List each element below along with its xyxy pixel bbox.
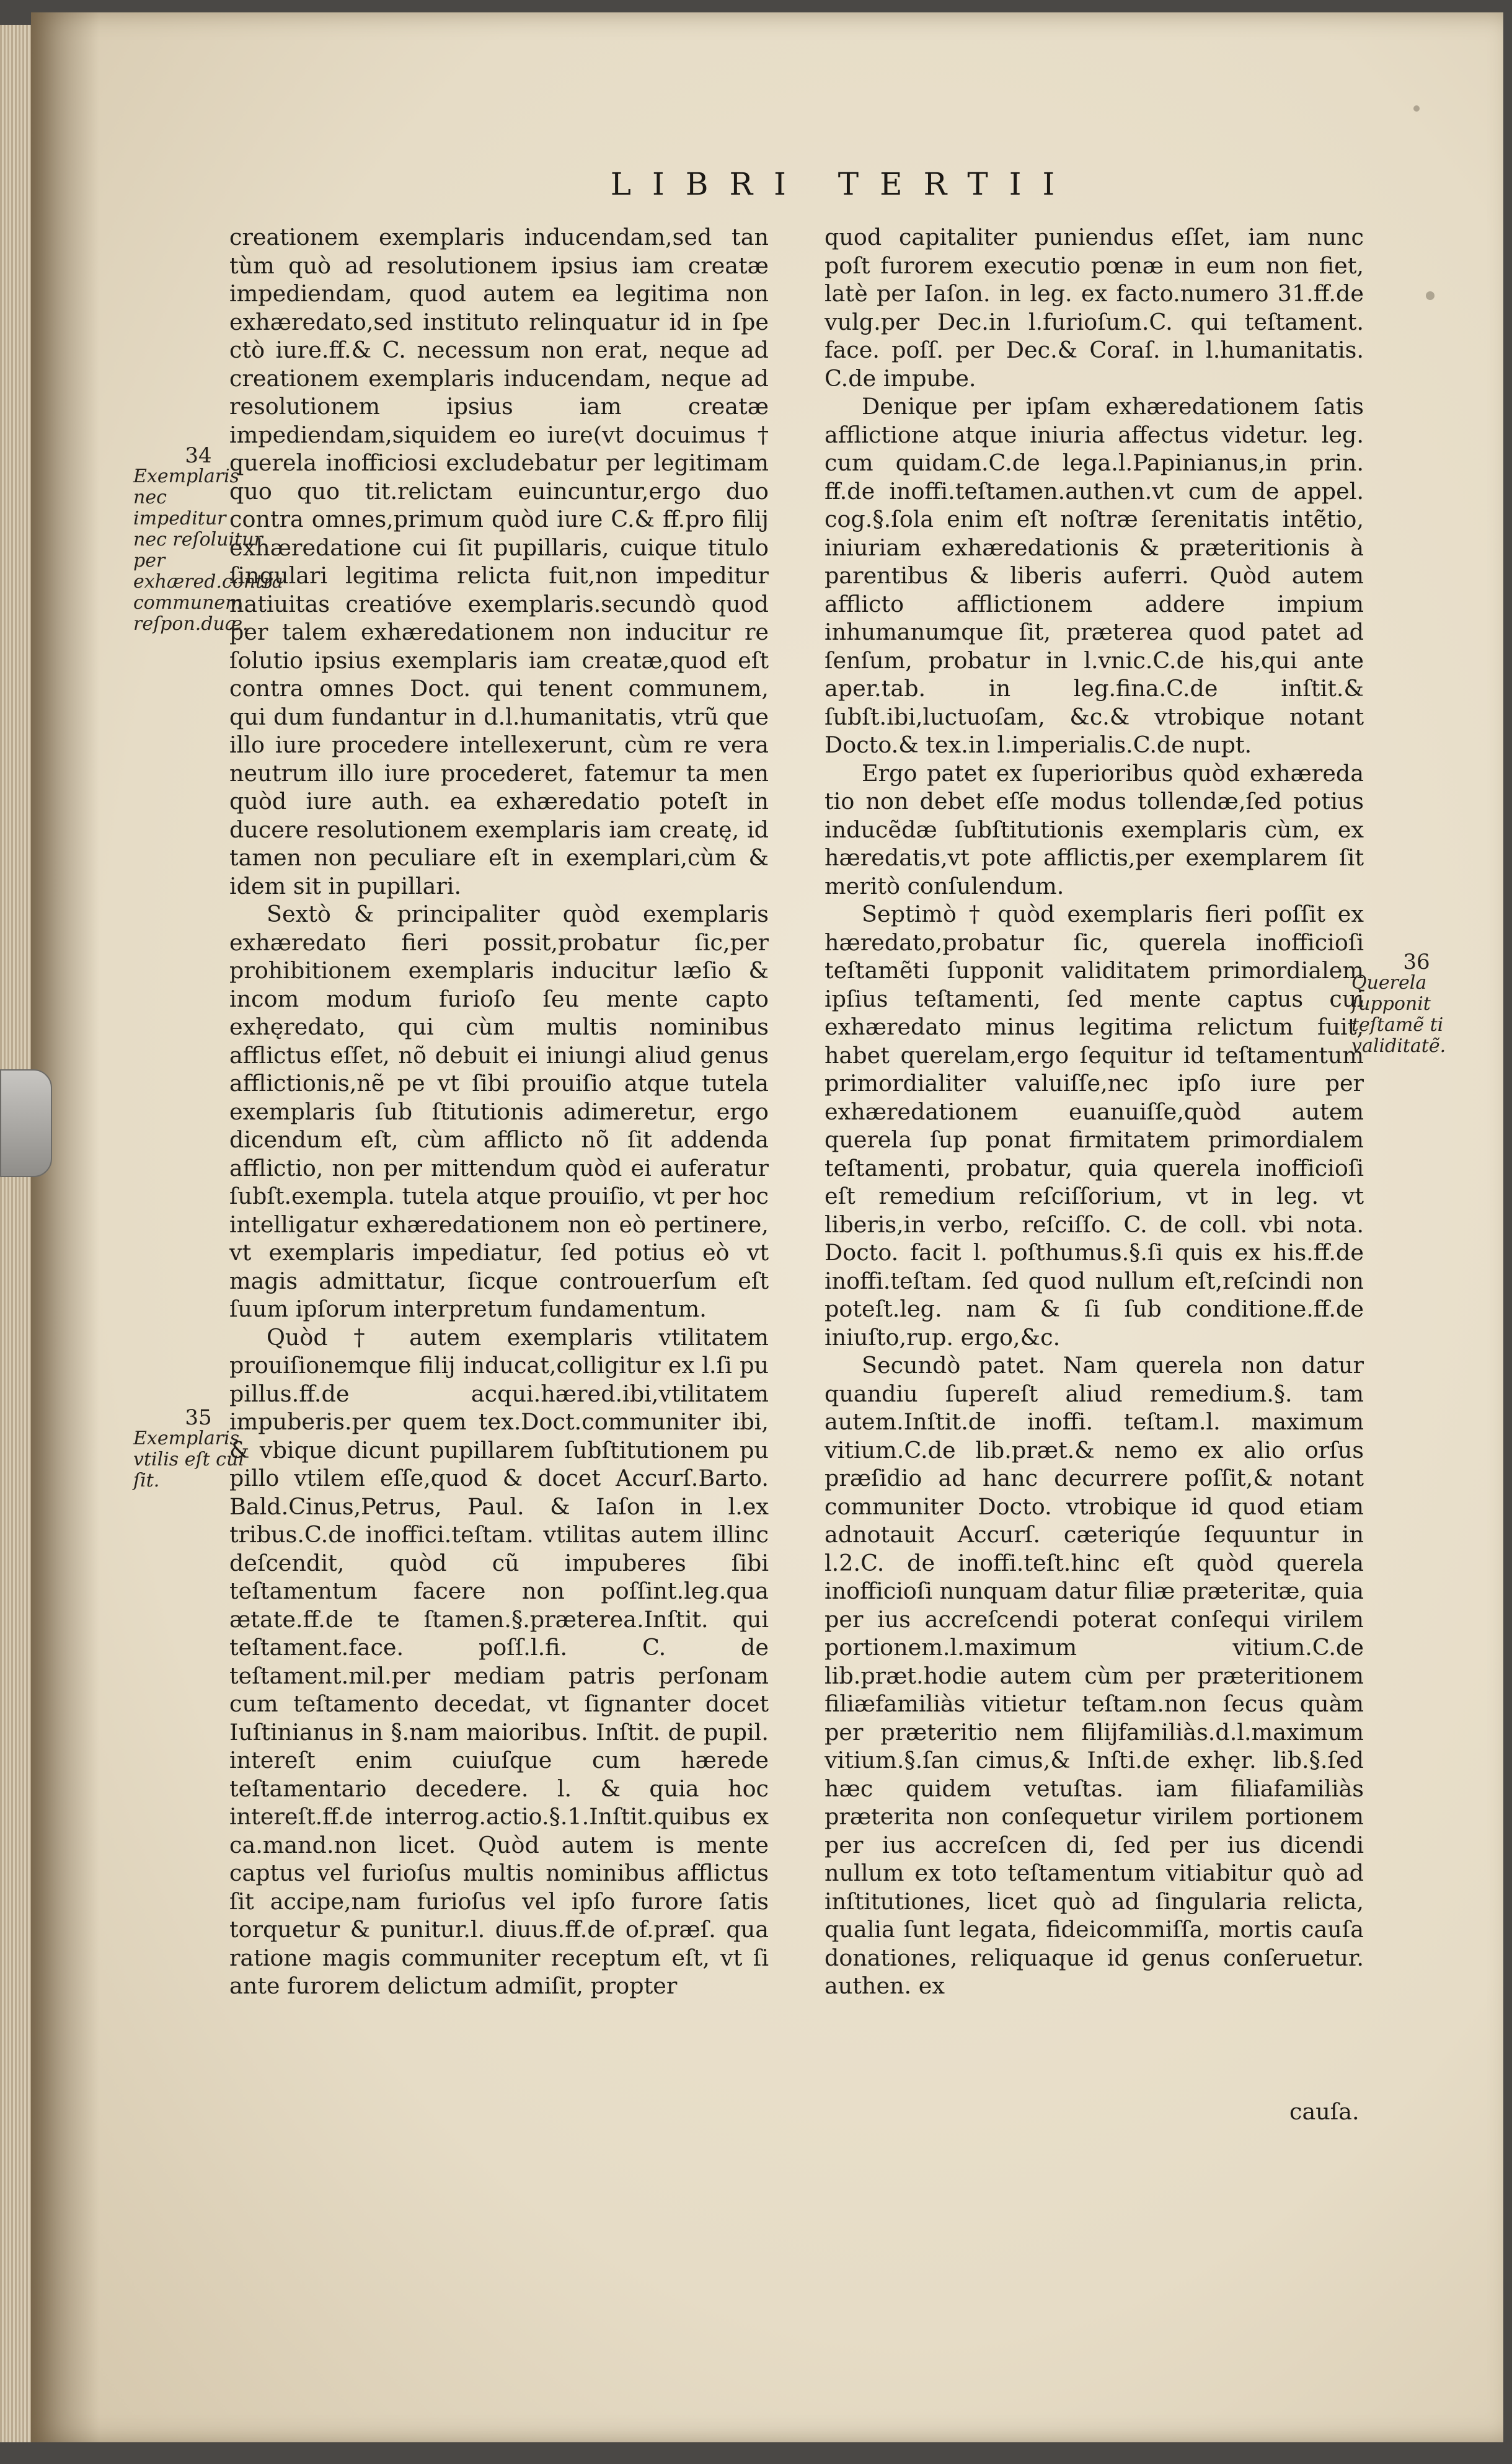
paragraph: quod capitaliter puniendus eſſet, iam nunc poſt furorem executio pœnæ in eum non fiet, latè per Iaſon. in leg. ex facto.numero 31.ff.de vulg.per Dec.in l.furioſum.C. qui teſtament. face. poſſ. per Dec.& Coraſ. in l.humanitatis. C.de impube. [825, 224, 1364, 392]
marginal-note-text: Exemplaris vtilis eſt cui ſit. [133, 1428, 244, 1491]
paragraph: Sextò & principaliter quòd exemplaris exhæredato fieri possit,probatur ſic,per prohibitionem exemplaris inducitur læſio & incom modum furioſo ſeu mente capto exhęredato, qui cùm multis nominibus afflictus eſſet, nõ debuit ei iniungi aliud genus afflictionis,nẽ pe vt ſibi prouiſio atque tutela exemplaris ſub ſtitutionis adimeretur, ergo dicendum eſt, cùm afflicto nõ ſit addenda afflictio, non per mittendum quòd ei auferatur ſubſt.exempla. tutela atque prouiſio, vt per hoc intelligatur exhæredationem non eò pertinere, vt exemplaris impediatur, ſed potius eò vt magis admittatur, ſicque controuerſum eſt ſuum ipſorum interpretum fundamentum. [229, 901, 769, 1322]
paragraph: Denique per ipſam exhæredationem ſatis afflictione atque iniuria affectus videtur. leg. cum quidam.C.de lega.l.Papinianus,in prin. ff.de inoffi.teſtamen.authen.vt cum de appel. cog.§.ſola enim eſt noſtræ ſerenitatis intẽtio, iniuriam exhæredationis & præteritionis à parentibus & liberis auferri. Quòd autem afflicto afflictionem addere impium inhumanumque ſit, præterea quod patet ad ſenſum, probatur in l.vnic.C.de his,qui ante aper.tab. in leg.fina.C.de inſtit.& ſubſt.ibi,luctuoſam, &c.& vtrobique notant Docto.& tex.in l.imperialis.C.de nupt. [825, 393, 1364, 758]
ink-spot [1413, 105, 1420, 112]
paragraph: creationem exemplaris inducendam,sed tan tùm quò ad resolutionem ipsius iam creatæ impediendam, quod autem ea legitima non exhæredato,sed instituto relinquatur id in ſpe ctò iure.ff.& C. necessum non erat, neque ad creationem exemplaris inducendam, neque ad resolutionem ipsius iam creatæ impediendam,siquidem eo iure(vt docuimus † querela inofficiosi excludebatur per legitimam quo quo tit.relictam euincuntur,ergo duo contra omnes,primum quòd iure C.& ff.pro filij exhæredatione cui ſit pupillaris, cuique titulo ſingulari legitima relicta fuit,non impeditur natiuitas creatióve exemplaris.secundò quod per talem exhæredationem non inducitur re ſolutio ipsius exemplaris iam creatæ,quod eſt contra omnes Doct. qui tenent communem, qui dum fundantur in d.l.humanitatis, vtrũ que illo iure procedere intellexerunt, cùm re vera neutrum illo iure procederet, fatemur ta men quòd iure auth. ea exhæredatio poteſt in ducere resolutionem exemplaris iam creatę, id tamen non peculiare eſt in exemplari,cùm & idem sit in pupillari. [229, 224, 769, 899]
ink-spot [1426, 291, 1435, 300]
marginal-note-35 [133, 1407, 263, 1491]
marginal-note-text: Querela ſupponit teſtamẽ ti validitatẽ. [1351, 972, 1446, 1057]
paragraph: Ergo patet ex ſuperioribus quòd exhæreda tio non debet eſſe modus tollendæ,ſed potius inducẽdæ ſubſtitutionis exemplaris cùm, ex hæredatis,vt pote afflictis,per exemplarem ſit meritò conſulendum. [825, 759, 1364, 899]
marginal-note-number: 34 [185, 443, 212, 468]
paragraph: Quòd † autem exemplaris vtilitatem prouiſionemque filij inducat,colligitur ex l.ſi pu pillus.ff.de acqui.hæred.ibi,vtilitatem impuberis.per quem tex.Doct.communiter ibi, & vbique dicunt pupillarem ſubſtitutionem pu pillo vtilem eſſe,quod & docet Accurſ.Barto. Bald.Cinus,Petrus, Paul. & Iaſon in l.ex tribus.C.de inoffici.teſtam. vtilitas autem illinc deſcendit, quòd cũ impuberes ſibi teſtamentum facere non poſſint.leg.qua ætate.ff.de te ſtamen.§.præterea.Inſtit. qui teſtament.face. poſſ.l.fi. C. de teſtament.mil.per mediam patris perſonam cum teſtamento decedat, vt ſignanter docet Iuſtinianus in §.nam maioribus. Inſtit. de pupil. intereſt enim cuiuſque cum hærede teſtamentario decedere. l. & quia hoc intereſt.ff.de interrog.actio.§.1.Inſtit.quibus ex ca.mand.non licet. Quòd autem is mente captus vel furioſus multis nominibus afflictus ſit accipe,nam furioſus vel ipſo furore ſatis torquetur & punitur.l. diuus.ff.de of.præſ. qua ratione magis communiter receptum eſt, vt ſi ante furorem delictum admiſit, propter [229, 1323, 769, 1999]
catchword: cauſa. [1289, 2098, 1359, 2125]
running-head: LIBRI TERTII [610, 166, 1076, 202]
right-column [825, 223, 1364, 2000]
marginal-note-number: 35 [185, 1405, 212, 1430]
gutter-shadow [31, 12, 99, 2442]
marginal-note-text: Exemplaris nec impeditur nec reſoluitur per exhæred.contra communem reſpon.duæ. [133, 466, 283, 635]
marginal-note-36 [1351, 952, 1482, 1057]
marginal-note-number: 36 [1403, 950, 1430, 974]
marginal-note-34 [133, 443, 283, 635]
paragraph: Septimò † quòd exemplaris fieri poſſit ex hæredato,probatur ſic, querela inofficioſi teſtamẽti ſupponit validitatem primordialem ipſius teſtamenti, ſed mente captus cui exhæredato minus legitima relictum fuit, habet querelam,ergo ſequitur id teſtamentum primordialiter valuiſſe,nec ipſo iure per exhæredationem euanuiſſe,quòd autem querela ſup ponat firmitatem primordialem teſtamenti, probatur, quia querela inofficioſi eſt remedium reſciſſorium, vt in leg. vt liberis,in verbo, reſciſſo. C. de coll. vbi nota. Docto. facit l. poſthumus.§.ſi quis ex his.ff.de inoffi.teſtam. ſed quod nullum eſt,reſcindi non poteſt.leg. nam & ſi ſub conditione.ff.de iniuſto,rup. ergo,&c. [825, 901, 1364, 1351]
page-clip [0, 1069, 52, 1177]
left-column [229, 223, 769, 2000]
paragraph: Secundò patet. Nam querela non datur quandiu ſupereſt aliud remedium.§. tam autem.Inſtit.de inoffi. teſtam.l. maximum vitium.C.de lib.præt.& nemo ex alio orſus præſidio ad hanc decurrere poſſit,& notant communiter Docto. vtrobique id quod etiam adnotauit Accurſ. cæteriqúe ſequuntur in l.2.C. de inoffi.teſt.hinc eſt quòd querela inofficioſi nunquam datur filiæ præteritæ, quia per ius accreſcendi poterat conſequi virilem portionem.l.maximum vitium.C.de lib.præt.hodie autem cùm per præteritionem filiæfamiliàs vitietur teſtam.non ſecus quàm per præteritio nem filijfamiliàs.d.l.maximum vitium.§.ſan cimus,& Inſti.de exhęr. lib.§.ſed hæc quidem vetuſtas. iam filiafamiliàs præterita non conſequetur virilem portionem per ius accreſcen di, ſed per ius dicendi nullum ex toto teſtamentum vitiabitur quò ad inſtitutiones, licet quò ad ſingularia relicta, qualia ſunt legata, fideicommiſſa, mortis cauſa donationes, reliquaque id genus conſeruetur. authen. ex [825, 1352, 1364, 1999]
